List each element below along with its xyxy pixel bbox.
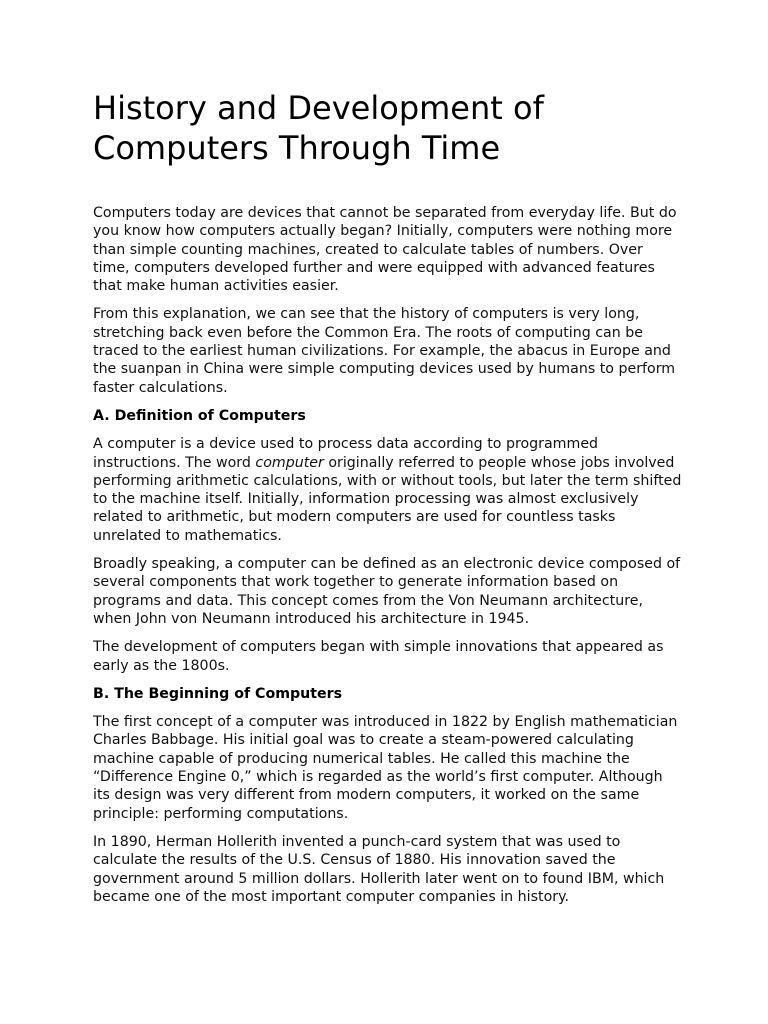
section-b-paragraph-2: In 1890, Herman Hollerith invented a punch-card system that was used to calculate the results of the U.S. Census of 1880. His innovation saved the government around 5 million dollars. Hollerith later went on to found IBM, which became one of the most important computer companies in history. [93,833,665,905]
section-b-heading: B. The Beginning of Computers [93,685,343,702]
section-a-paragraph-2: Broadly speaking, a computer can be defined as an electronic device composed of several components that work together to generate information based on programs and data. This concept comes from the Von Neumann architecture, when John von Neumann introduced his architecture in 1945. [93,556,681,627]
section-b-paragraph-1: The first concept of a computer was introduced in 1822 by English mathematician Charles Babbage. His initial goal was to create a steam-powered calculating machine capable of producing numerical tables. He called this machine the “Difference Engine 0,” which is regarded as the world’s first computer. Although its design was very different from modern computers, it worked on the same principle: performing computations. [93,714,678,822]
section-a-p1-before: A computer is a device used to process data according to programmed instructions. The word [93,436,599,471]
section-a-paragraph-3: The development of computers began with simple innovations that appeared as early as the 1800s. [93,639,664,674]
section-a-paragraph-1 [93,435,683,545]
section-a-heading: A. Definition of Computers [93,407,306,424]
intro-paragraph-1: Computers today are devices that cannot be separated from everyday life. But do you know how computers actually began? Initially, computers were nothing more than simple counting machines, created to calculate tables of numbers. Over time, computers developed further and were equipped with advanced features that make human activities easier. [93,205,677,295]
section-a-p1-emphasis: computer [255,454,324,471]
document-title: History and Development of Computers Through Time [93,89,544,167]
section-a-p1-after: originally referred to people whose jobs involved performing arithmetic calculations, with or without tools, but later the term shifted to the machine itself. Initially, information processing was almost exclusively related to arithmetic, but modern computers are used for countless tasks unrelated to mathematics. [93,454,682,544]
intro-paragraph-2: From this explanation, we can see that the history of computers is very long, stretching back even before the Common Era. The roots of computing can be traced to the earliest human civilizations. For example, the abacus in Europe and the suanpan in China were simple computing devices used by humans to perform faster calculations. [93,306,676,396]
document-page [93,88,683,916]
